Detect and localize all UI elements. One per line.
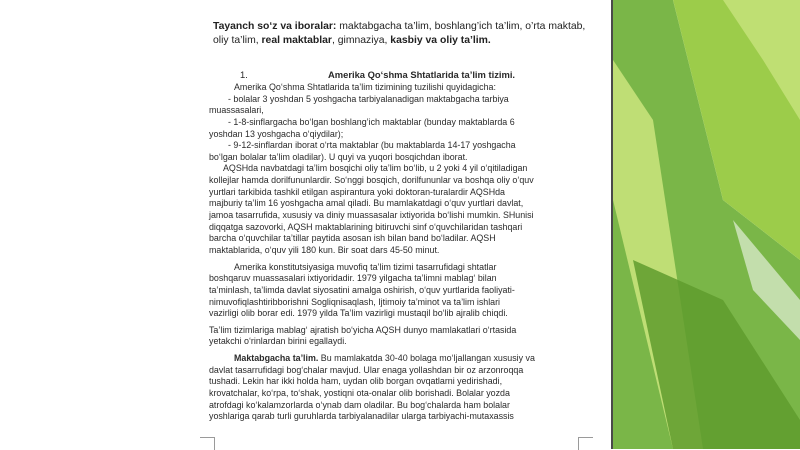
text-line <box>209 325 601 337</box>
text-line <box>209 376 601 388</box>
line-text: yetakchi o‘rinlardan birini egallaydi. <box>209 336 347 347</box>
text-line <box>209 152 601 164</box>
line-text: tushadi. Lekin har ikki holda ham, uydan olib borgan ovqatlarni yedirishadi, <box>209 376 503 387</box>
text-line <box>209 308 601 320</box>
line-text: barcha o‘quvchilar ta’tillar paytida asosan ish bilan band bo‘ladilar. AQSH <box>209 233 496 244</box>
text-line <box>209 140 601 152</box>
heading-part: maktabgacha ta’lim, boshlang’ich ta’lim, o’rta maktab, oliy ta’lim, <box>213 21 586 46</box>
text-line <box>209 297 601 309</box>
line-text: kollejlar hamda dorilfununlardir. So‘nggi bosqich, dorilfununlar va boshqa oliy o‘quv <box>209 175 534 186</box>
text-line <box>209 336 601 348</box>
line-text: majburiy ta’lim 16 yoshgacha amal qiladi. Bu mamlakatdagi o‘quv yurtlari davlat, <box>209 198 524 209</box>
text-line <box>209 400 601 412</box>
line-text: ta’minlash, ta’limda davlat siyosatini amalga oshirish, o‘quv yurtlarida faoliyati- <box>209 284 515 295</box>
heading-part: kasbiy va oliy ta’lim. <box>390 35 491 46</box>
line-text: atrofdagi ko‘kalamzorlarda o‘ynab dam oladilar. Bu bog‘chalarda ham bolalar <box>209 399 510 410</box>
line-text: yoshlariga qarab turli guruhlarda tarbiyalanadilar ularga tarbiyachi-mutaxassis <box>209 411 514 422</box>
text-line <box>209 388 601 400</box>
line-text: yurtlari tarkibida tashkil etilgan aspirantura yoki doktoran-turalardir AQSHda <box>209 186 505 197</box>
text-line <box>209 273 601 285</box>
text-line <box>209 187 601 199</box>
text-line <box>209 262 601 274</box>
section-heading: Amerika Qo‘shma Shtatlarida ta’lim tizimi. <box>328 69 516 80</box>
line-text: diqqatga sazovorki, AQSH maktablarining bitiruvchi sinf o‘quvchilaridan tashqari <box>209 221 523 232</box>
text-line <box>209 82 601 94</box>
page-corner-mark <box>200 437 215 450</box>
text-line <box>209 129 601 141</box>
line-text: - 9-12-sinflardan iborat o‘rta maktablar (bu maktablarda 14-17 yoshgacha <box>228 140 516 151</box>
text-line <box>209 105 601 117</box>
text-line <box>209 94 601 106</box>
line-text: maktablarida, o‘quv yili 180 kun. Bir soat dars 45-50 minut. <box>209 244 440 255</box>
text-line <box>209 175 601 187</box>
text-line <box>209 222 601 234</box>
document-page <box>205 0 610 449</box>
line-text: Amerika konstitutsiyasiga muvofiq ta’lim tizimi tasarrufidagi shtatlar <box>234 261 497 272</box>
line-text: davlat tasarrufidagi bog‘chalar mavjud. Ular enaga yollashdan bir oz arzonroqqa <box>209 364 524 375</box>
text-line <box>209 353 601 365</box>
line-text: vazirligi olib borar edi. 1979 yilda Ta’lim vazirligi mustaqil bo‘lib ajralib chiqdi. <box>209 308 508 319</box>
section-number: 1. <box>240 69 248 80</box>
line-text: - bolalar 3 yoshdan 5 yoshgacha tarbiyalanadigan maktabgacha tarbiya <box>228 93 509 104</box>
text-line <box>209 411 601 423</box>
text-line <box>209 163 601 175</box>
body-text <box>209 82 601 423</box>
line-text: Ta’lim tizimlariga mablag‘ ajratish bo‘yicha AQSH dunyo mamlakatlari o‘rtasida <box>209 324 517 335</box>
keywords-heading <box>213 20 593 48</box>
text-line <box>209 233 601 245</box>
green-decoration <box>613 0 800 449</box>
text-line <box>209 210 601 222</box>
page-corner-mark <box>578 437 593 450</box>
line-text: yoshdan 13 yoshgacha o‘qiydilar); <box>209 128 344 139</box>
line-text: muassasalari, <box>209 105 264 116</box>
line-text: nimuvofiqlashtiribborishni Sogliqnisaqlash, Ijtimoiy ta’minot va ta’lim ishlari <box>209 296 501 307</box>
left-margin <box>0 0 200 449</box>
text-line <box>209 198 601 210</box>
heading-part: real maktablar <box>261 35 332 46</box>
text-line <box>209 245 601 257</box>
text-line <box>209 117 601 129</box>
line-text-rest: Bu mamlakatda 30-40 bolaga mo‘ljallangan xususiy va <box>318 353 535 364</box>
text-line <box>209 285 601 297</box>
text-line <box>209 365 601 377</box>
line-text: Amerika Qo‘shma Shtatlarida ta’lim tizimining tuzilishi quyidagicha: <box>234 82 496 92</box>
line-text: boshqaruv muassasalari ixtiyoridadir. 1979 yilgacha ta’limni mablag‘ bilan <box>209 273 497 284</box>
heading-part: Tayanch so‘z va iboralar: <box>213 21 337 32</box>
green-stripes-graphic <box>613 0 800 449</box>
line-text: AQSHda navbatdagi ta’lim bosqichi oliy ta’lim bo‘lib, u 2 yoki 4 yil o‘qitiladigan <box>223 163 528 174</box>
line-text: krovatchalar, ko‘rpa, to‘shak, yostiqni ota-onalar olib borishadi. Bolalar yozda <box>209 388 510 399</box>
line-text: bo‘lgan bolalar ta’lim oladilar). U quyi va yuqori bosqichdan iborat. <box>209 151 468 162</box>
heading-part: , gimnaziya, <box>331 35 391 46</box>
line-text: - 1-8-sinflargacha bo‘lgan boshlang’ich maktablar (bunday maktablarda 6 <box>228 116 515 127</box>
line-text: Maktabgacha ta’lim. <box>234 353 319 364</box>
line-text: jamoa tasarrufida, xususiy va diniy muassasalar ixtiyorida bo‘lishi mumkin. SHunisi <box>209 210 534 221</box>
